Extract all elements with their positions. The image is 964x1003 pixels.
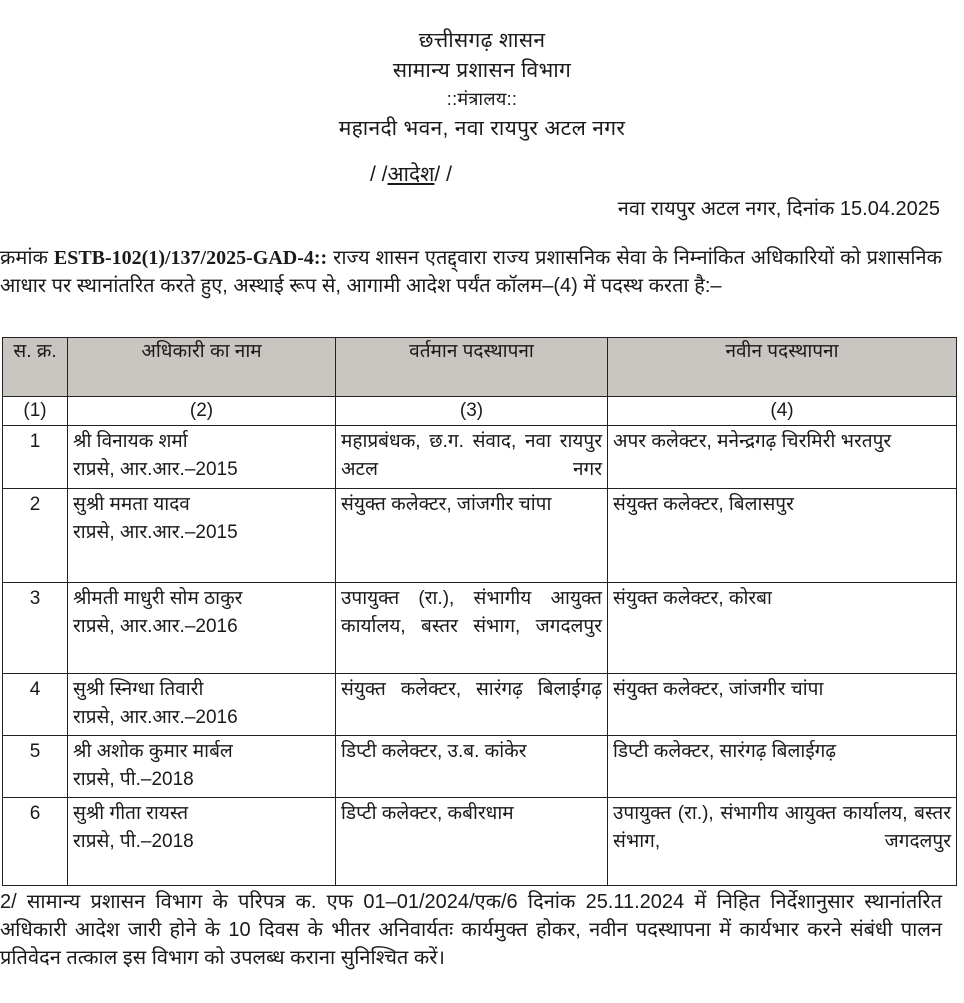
- table-row: [3, 426, 957, 489]
- officer-cell: [68, 736, 336, 798]
- officer-service: राप्रसे, आर.आर.–2016: [73, 707, 238, 728]
- table-row: [3, 798, 957, 886]
- table-row: [3, 736, 957, 798]
- serial-number: 3: [3, 583, 68, 674]
- order-title: [370, 162, 452, 188]
- header-serial: स. क्र.: [3, 338, 68, 397]
- officer-name: सुश्री ममता यादव: [73, 494, 190, 515]
- compliance-paragraph: 2/ सामान्य प्रशासन विभाग के परिपत्र क. एफ 01–01/2024/एक/6 दिनांक 25.11.2024 में निहित निर्देशानुसार स्थानांतरित अधिकारी आदेश जारी होने के 10 दिवस के भीतर अनिवार्यतः कार्यमुक्त होकर, नवीन पदस्थापना में कार्यभार करने संबंधी पालन प्रतिवेदन तत्काल इस विभाग को उपलब्ध कराना सुनिश्चित करें।: [0, 891, 942, 969]
- order-title-text: आदेश: [387, 163, 435, 186]
- officer-name: श्रीमती माधुरी सोम ठाकुर: [73, 588, 243, 609]
- officer-cell: [68, 426, 336, 489]
- reference-label: क्रमांक: [0, 247, 48, 269]
- serial-number: 2: [3, 489, 68, 583]
- new-posting: डिप्टी कलेक्टर, सारंगढ़ बिलाईगढ़: [608, 736, 957, 798]
- officer-name: सुश्री गीता रायस्त: [73, 803, 189, 824]
- new-posting: संयुक्त कलेक्टर, कोरबा: [608, 583, 957, 674]
- column-number: (2): [68, 397, 336, 426]
- serial-number: 4: [3, 674, 68, 736]
- officer-name: सुश्री स्निग्धा तिवारी: [73, 679, 204, 700]
- serial-number: 1: [3, 426, 68, 489]
- current-posting: महाप्रबंधक, छ.ग. संवाद, नवा रायपुर अटल नगर: [336, 426, 608, 489]
- table-header-row: [3, 338, 957, 397]
- reference-number: ESTB-102(1)/137/2025-GAD-4::: [53, 247, 328, 269]
- intro-paragraph: [0, 244, 942, 300]
- serial-number: 5: [3, 736, 68, 798]
- officer-cell: [68, 798, 336, 886]
- column-number: (3): [336, 397, 608, 426]
- header-new-posting: नवीन पदस्थापना: [608, 338, 957, 397]
- officer-service: राप्रसे, आर.आर.–2016: [73, 616, 238, 637]
- current-posting: डिप्टी कलेक्टर, कबीरधाम: [336, 798, 608, 886]
- officer-service: राप्रसे, पी.–2018: [73, 831, 194, 852]
- new-posting: उपायुक्त (रा.), संभागीय आयुक्त कार्यालय, बस्तर संभाग, जगदलपुर: [608, 798, 957, 886]
- column-number: (1): [3, 397, 68, 426]
- column-number-row: [3, 397, 957, 426]
- serial-number: 6: [3, 798, 68, 886]
- officer-name: श्री अशोक कुमार मार्बल: [73, 741, 233, 762]
- officer-cell: [68, 674, 336, 736]
- new-posting: अपर कलेक्टर, मनेन्द्रगढ़ चिरमिरी भरतपुर: [608, 426, 957, 489]
- officer-cell: [68, 489, 336, 583]
- officer-service: राप्रसे, पी.–2018: [73, 769, 194, 790]
- order-title-suffix: / /: [434, 163, 452, 186]
- place-and-date: नवा रायपुर अटल नगर, दिनांक 15.04.2025: [617, 198, 940, 220]
- new-posting: संयुक्त कलेक्टर, जांजगीर चांपा: [608, 674, 957, 736]
- current-posting: उपायुक्त (रा.), संभागीय आयुक्त कार्यालय, बस्तर संभाग, जगदलपुर: [336, 583, 608, 674]
- order-title-prefix: / /: [370, 163, 388, 186]
- officer-cell: [68, 583, 336, 674]
- officer-service: राप्रसे, आर.आर.–2015: [73, 459, 238, 480]
- current-posting: संयुक्त कलेक्टर, सारंगढ़ बिलाईगढ़: [336, 674, 608, 736]
- column-number: (4): [608, 397, 957, 426]
- current-posting: डिप्टी कलेक्टर, उ.ब. कांकेर: [336, 736, 608, 798]
- office-address: महानदी भवन, नवा रायपुर अटल नगर: [338, 117, 626, 140]
- table-row: [3, 674, 957, 736]
- table-row: [3, 489, 957, 583]
- new-posting: संयुक्त कलेक्टर, बिलासपुर: [608, 489, 957, 583]
- intro-text: राज्य शासन एतद्द्वारा राज्य प्रशासनिक सेवा के निम्नांकित अधिकारियों को प्रशासनिक आधार पर स्थानांतरित करते हुए, अस्थाई रूप से, आगामी आदेश पर्यंत कॉलम–(4) में पदस्थ करता है:–: [0, 247, 942, 297]
- current-posting: संयुक्त कलेक्टर, जांजगीर चांपा: [336, 489, 608, 583]
- officer-service: राप्रसे, आर.आर.–2015: [73, 522, 238, 543]
- ministry-label: ::मंत्रालय::: [446, 89, 518, 109]
- transfer-table: [2, 337, 957, 886]
- officer-name: श्री विनायक शर्मा: [73, 431, 188, 452]
- header-current-posting: वर्तमान पदस्थापना: [336, 338, 608, 397]
- header-officer-name: अधिकारी का नाम: [68, 338, 336, 397]
- department-name: सामान्य प्रशासन विभाग: [392, 59, 572, 82]
- table-row: [3, 583, 957, 674]
- government-name: छत्तीसगढ़ शासन: [418, 29, 546, 52]
